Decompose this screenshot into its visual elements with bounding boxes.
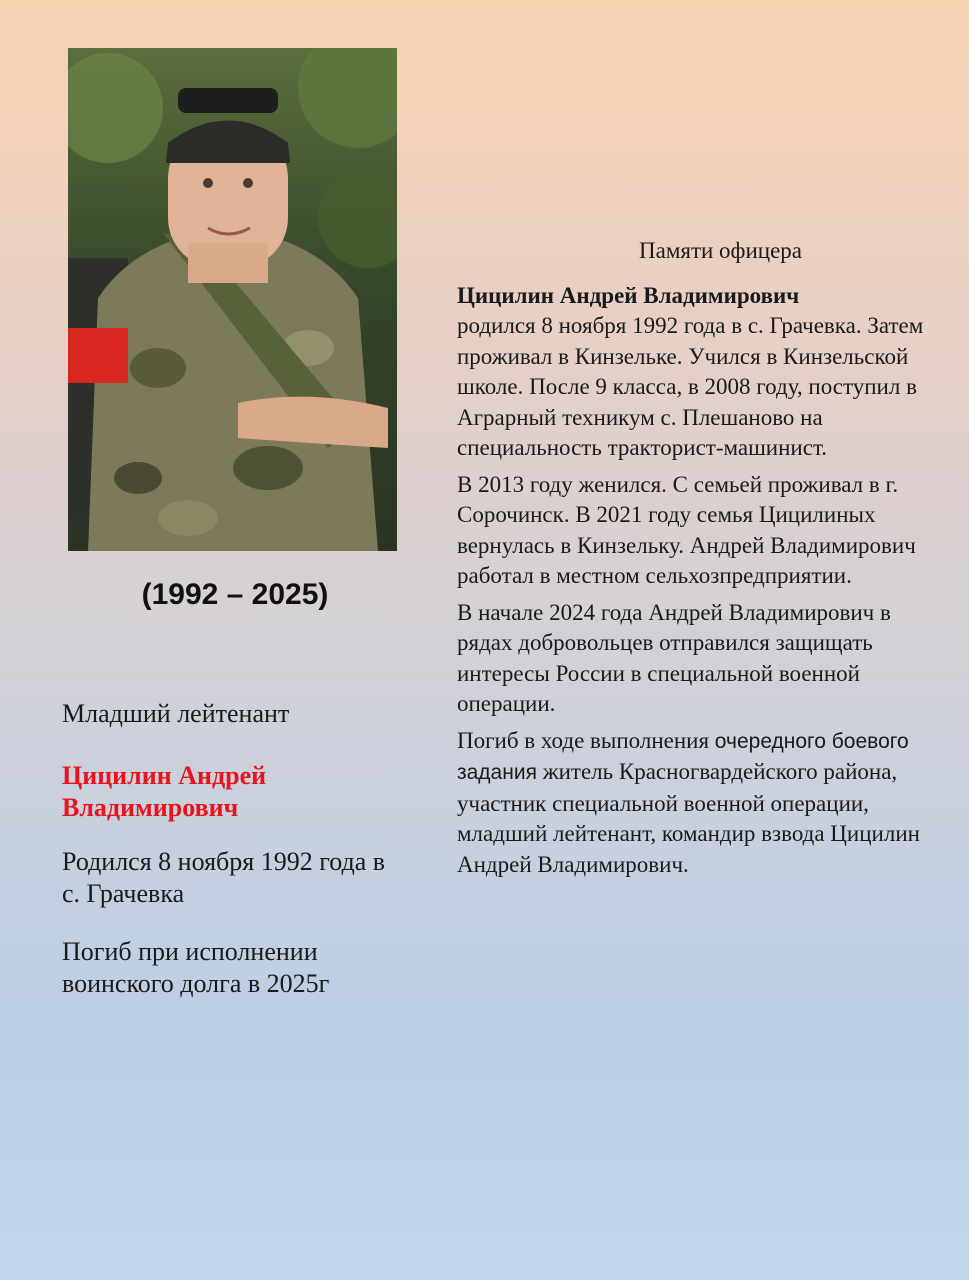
memorial-heading: Памяти офицера (639, 238, 802, 263)
full-name-red: Цицилин Андрей Владимирович (62, 761, 267, 822)
death-info: Погиб при исполнении воинского долга в 2025г (62, 937, 330, 998)
biography (457, 236, 927, 886)
bio-paragraph-4-b: очередного боевого задания (457, 729, 909, 784)
bio-paragraph-1 (457, 281, 927, 464)
birth-info: Родился 8 ноября 1992 года в с. Грачевка (62, 847, 386, 908)
rank-label: Младший лейтенант (62, 699, 290, 728)
bio-paragraph-4-a: Погиб в ходе выполнения (457, 727, 715, 753)
bio-paragraph-1-text: родился 8 ноября 1992 года в с. Грачевка. Затем проживал в Кинзельке. Учился в Кинзельской школе. После 9 класса, в 2008 году, поступил в Аграрный техникум с. Плешаново на специальность тракторист-машинист. (457, 313, 924, 460)
life-years: (1992 – 2025) (141, 578, 329, 611)
bio-paragraph-4-c: житель Красногвардейского района, участник специальной военной операции, младший лейтенант, командир взвода Цицилин Андрей Владимирович. (457, 759, 920, 877)
bio-name: Цицилин Андрей Владимирович (457, 282, 800, 308)
portrait-illustration (68, 48, 397, 551)
left-summary (62, 698, 392, 1000)
bio-paragraph-3: В начале 2024 года Андрей Владимирович в рядах добровольцев отправился защищать интересы России в специальной военной операции. (457, 599, 891, 716)
bio-paragraph-2: В 2013 году женился. С семьей проживал в г. Сорочинск. В 2021 году семья Цицилиных вернулась в Кинзельку. Андрей Владимирович работал в местном сельхозпредприятии. (457, 471, 916, 588)
portrait-photo (68, 48, 397, 551)
bio-paragraph-4 (457, 726, 927, 881)
